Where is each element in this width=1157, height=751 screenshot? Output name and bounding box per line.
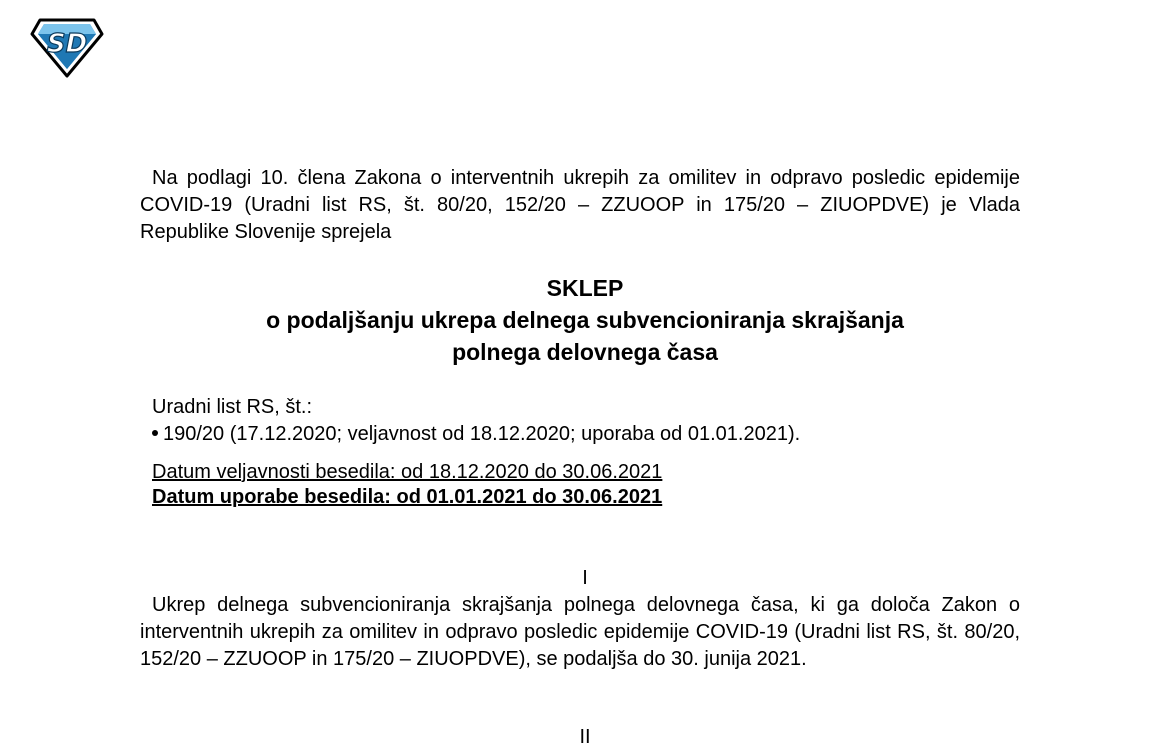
use-date-text: Datum uporabe besedila: od 01.01.2021 do 30.06.2021 [152, 486, 663, 508]
article-2-number: II [579, 726, 591, 748]
title-line-2: o podaljšanju ukrepa delnega subvencioniranja skrajšanja [266, 307, 904, 333]
title-line-1: SKLEP [546, 275, 624, 301]
validity-date-text: Datum veljavnosti besedila: od 18.12.2020 do 30.06.2021 [152, 461, 663, 483]
document-title [140, 272, 1030, 368]
diamond-sd-logo-icon [30, 14, 104, 78]
article-1-text: Ukrep delnega subvencioniranja skrajšanja polnega delovnega časa, ki ga določa Zakon o interventnih ukrepih za omilitev in odpravo posledic epidemije COVID-19 (Uradni list RS, št. 80/20, 152/20 – ZZUOOP in 175/20 – ZIUOPDVE), se podaljša do 30. junija 2021. [140, 594, 1020, 670]
title-line-3: polnega delovnega časa [452, 339, 718, 365]
article-1-number: I [582, 567, 588, 589]
gazette-label: Uradni list RS, št.: [152, 396, 313, 418]
logo-text: SD [46, 29, 88, 59]
gazette-list [152, 421, 800, 448]
bullet-icon [152, 430, 158, 436]
intro-paragraph: Na podlagi 10. člena Zakona o interventnih ukrepih za omilitev in odpravo posledic epidemije COVID-19 (Uradni list RS, št. 80/20, 152/20 – ZZUOOP in 175/20 – ZIUOPDVE) je Vlada Republike Slovenije sprejela [140, 167, 1020, 243]
gazette-list-item [152, 421, 800, 448]
gazette-item-text: 190/20 (17.12.2020; veljavnost od 18.12.2020; uporaba od 01.01.2021). [163, 423, 801, 445]
